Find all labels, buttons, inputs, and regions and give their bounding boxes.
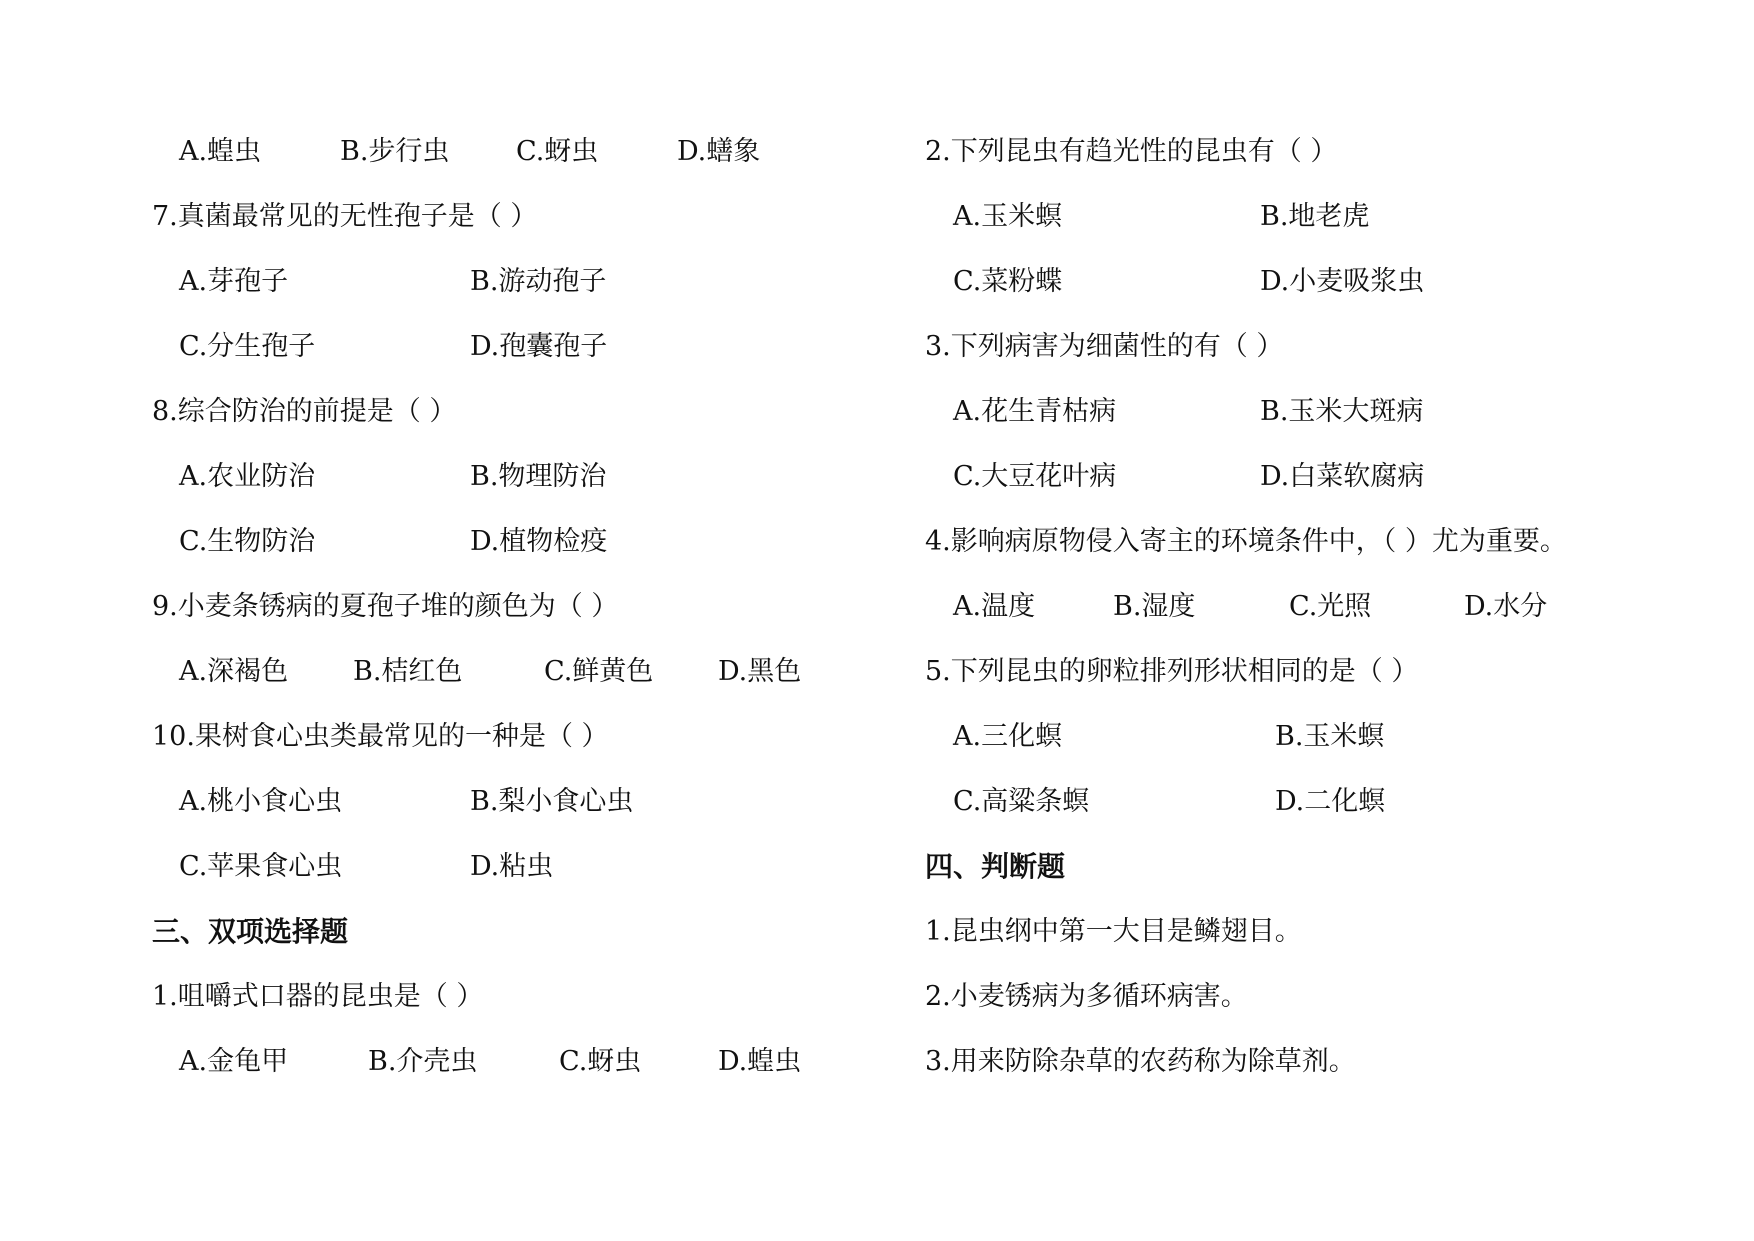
- s4-q3-text: 3.用来防除杂草的农药称为除草剂。: [925, 1046, 1356, 1077]
- q7-options-row2: [152, 314, 892, 379]
- s3-q1-option-d: D.蝗虫: [718, 1046, 802, 1077]
- section-3-heading: 三、双项选择题: [152, 915, 349, 948]
- s3-q4-option-a: A.温度: [953, 591, 1036, 622]
- section-4-heading: 四、判断题: [925, 850, 1066, 883]
- s3-q2-options-row2: [925, 249, 1725, 314]
- q6-options: [152, 119, 892, 184]
- left-column: [152, 119, 892, 1094]
- s3-q4-options: [925, 574, 1725, 639]
- q8-options-row1: [152, 444, 892, 509]
- s3-q4-text: 4.影响病原物侵入寄主的环境条件中，（ ）尤为重要。: [925, 526, 1567, 557]
- q6-option-c: C.蚜虫: [516, 136, 599, 167]
- q6-option-a: A.蝗虫: [179, 136, 262, 167]
- s4-q1-text: 1.昆虫纲中第一大目是鳞翅目。: [925, 916, 1302, 947]
- s3-q1-option-c: C.蚜虫: [559, 1046, 642, 1077]
- s3-q4-option-c: C.光照: [1289, 591, 1372, 622]
- q10-option-a: A.桃小食心虫: [179, 786, 343, 817]
- q9-option-d: D.黑色: [718, 656, 802, 687]
- s3-q3-options-row1: [925, 379, 1725, 444]
- s3-q3-option-b: B.玉米大斑病: [1260, 396, 1424, 427]
- q10-option-d: D.粘虫: [470, 851, 554, 882]
- s3-q1-options: [152, 1029, 892, 1094]
- q9-option-a: A.深褐色: [179, 656, 289, 687]
- right-column: [925, 119, 1725, 1094]
- q7-options-row1: [152, 249, 892, 314]
- q10-options-row2: [152, 834, 892, 899]
- s3-q5-option-d: D.二化螟: [1275, 786, 1386, 817]
- s3-q1-option-b: B.介壳虫: [368, 1046, 478, 1077]
- q6-option-d: D.蟮象: [677, 136, 761, 167]
- q9-option-c: C.鲜黄色: [544, 656, 654, 687]
- s3-q3-option-d: D.白菜软腐病: [1260, 461, 1425, 492]
- s3-q4-option-d: D.水分: [1464, 591, 1548, 622]
- q9-text: 9.小麦条锈病的夏孢子堆的颜色为（ ）: [152, 591, 619, 622]
- q10-option-c: C.苹果食心虫: [179, 851, 343, 882]
- s3-q1-option-a: A.金龟甲: [179, 1046, 289, 1077]
- s3-q3-option-c: C.大豆花叶病: [953, 461, 1117, 492]
- s3-q3-option-a: A.花生青枯病: [953, 396, 1117, 427]
- q8-option-a: A.农业防治: [179, 461, 316, 492]
- q10-option-b: B.梨小食心虫: [470, 786, 634, 817]
- q7-option-a: A.芽孢子: [179, 266, 289, 297]
- s3-q3-text: 3.下列病害为细菌性的有（ ）: [925, 331, 1284, 362]
- s3-q2-option-a: A.玉米螟: [953, 201, 1063, 232]
- q6-option-b: B.步行虫: [340, 136, 450, 167]
- s3-q1-text: 1.咀嚼式口器的昆虫是（ ）: [152, 981, 484, 1012]
- q9-option-b: B.桔红色: [353, 656, 463, 687]
- s3-q2-option-d: D.小麦吸浆虫: [1260, 266, 1425, 297]
- q7-option-c: C.分生孢子: [179, 331, 316, 362]
- s3-q5-text: 5.下列昆虫的卵粒排列形状相同的是（ ）: [925, 656, 1419, 687]
- q8-text: 8.综合防治的前提是（ ）: [152, 396, 457, 427]
- s3-q4-option-b: B.湿度: [1113, 591, 1196, 622]
- q8-options-row2: [152, 509, 892, 574]
- s3-q5-option-c: C.高粱条螟: [953, 786, 1090, 817]
- q7-option-b: B.游动孢子: [470, 266, 607, 297]
- q8-option-c: C.生物防治: [179, 526, 316, 557]
- s3-q5-option-a: A.三化螟: [953, 721, 1063, 752]
- q8-option-d: D.植物检疫: [470, 526, 608, 557]
- s3-q2-option-b: B.地老虎: [1260, 201, 1370, 232]
- s4-q2-text: 2.小麦锈病为多循环病害。: [925, 981, 1248, 1012]
- q9-options: [152, 639, 892, 704]
- s3-q5-options-row1: [925, 704, 1725, 769]
- q10-text: 10.果树食心虫类最常见的一种是（ ）: [152, 721, 609, 752]
- s3-q3-options-row2: [925, 444, 1725, 509]
- s3-q2-option-c: C.菜粉蝶: [953, 266, 1063, 297]
- s3-q5-options-row2: [925, 769, 1725, 834]
- q8-option-b: B.物理防治: [470, 461, 607, 492]
- q7-text: 7.真菌最常见的无性孢子是（ ）: [152, 201, 538, 232]
- q7-option-d: D.孢囊孢子: [470, 331, 608, 362]
- s3-q2-text: 2.下列昆虫有趋光性的昆虫有（ ）: [925, 136, 1338, 167]
- s3-q2-options-row1: [925, 184, 1725, 249]
- q10-options-row1: [152, 769, 892, 834]
- s3-q5-option-b: B.玉米螟: [1275, 721, 1385, 752]
